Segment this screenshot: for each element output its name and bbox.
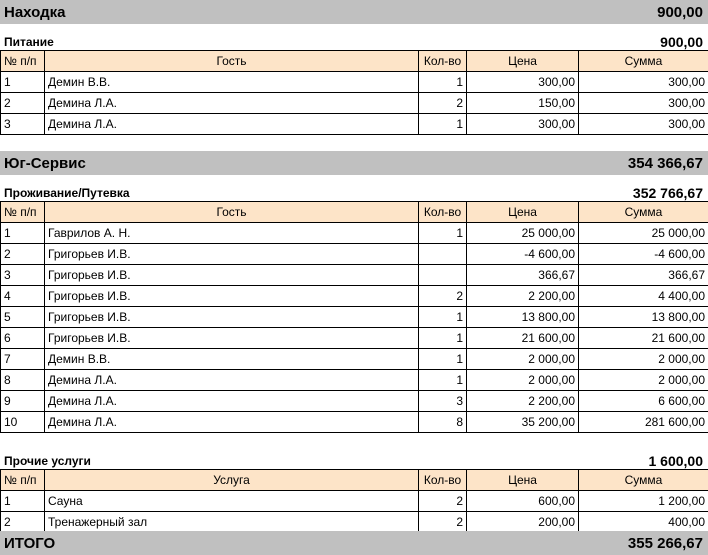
quantity: 1 <box>419 349 467 370</box>
row-number: 10 <box>1 412 45 433</box>
row-number: 5 <box>1 307 45 328</box>
amount: 4 400,00 <box>579 286 708 307</box>
quantity: 1 <box>419 370 467 391</box>
table-row <box>1 223 708 244</box>
guest-name: Демин В.В. <box>45 72 419 93</box>
row-number: 6 <box>1 328 45 349</box>
column-header-guest: Гость <box>45 51 419 72</box>
amount: -4 600,00 <box>579 244 708 265</box>
column-header-sum: Сумма <box>579 470 708 491</box>
quantity: 2 <box>419 93 467 114</box>
table-row <box>1 512 708 533</box>
group-name: Юг-Сервис <box>4 154 86 172</box>
column-header-price: Цена <box>467 202 579 223</box>
price: 13 800,00 <box>467 307 579 328</box>
table-row <box>1 244 708 265</box>
amount: 13 800,00 <box>579 307 708 328</box>
section-title: Прочие услуги <box>4 454 91 468</box>
column-header-qty: Кол-во <box>419 470 467 491</box>
quantity: 1 <box>419 223 467 244</box>
column-header-price: Цена <box>467 470 579 491</box>
group-spacer <box>0 135 708 151</box>
row-number: 4 <box>1 286 45 307</box>
group-total: 900,00 <box>657 3 703 21</box>
quantity: 1 <box>419 72 467 93</box>
column-header-num: № п/п <box>1 470 45 491</box>
column-header-num: № п/п <box>1 51 45 72</box>
section-header <box>0 433 708 469</box>
amount: 300,00 <box>579 72 708 93</box>
row-number: 3 <box>1 114 45 135</box>
quantity: 2 <box>419 286 467 307</box>
amount: 300,00 <box>579 93 708 114</box>
guest-name: Демина Л.А. <box>45 391 419 412</box>
quantity <box>419 265 467 286</box>
guest-name: Демина Л.А. <box>45 412 419 433</box>
row-number: 1 <box>1 491 45 512</box>
section-total: 352 766,67 <box>632 185 703 201</box>
column-header-service: Услуга <box>45 470 419 491</box>
row-number: 1 <box>1 72 45 93</box>
guest-name: Демина Л.А. <box>45 114 419 135</box>
amount: 2 000,00 <box>579 349 708 370</box>
price: 600,00 <box>467 491 579 512</box>
section-total: 900,00 <box>660 34 703 50</box>
group-header <box>0 151 708 175</box>
table-row <box>1 412 708 433</box>
amount: 1 200,00 <box>579 491 708 512</box>
guest-name: Гаврилов А. Н. <box>45 223 419 244</box>
row-number: 8 <box>1 370 45 391</box>
guest-name: Григорьев И.В. <box>45 307 419 328</box>
price: 366,67 <box>467 265 579 286</box>
amount: 6 600,00 <box>579 391 708 412</box>
quantity: 1 <box>419 307 467 328</box>
row-number: 2 <box>1 512 45 533</box>
section-total: 1 600,00 <box>648 453 703 469</box>
amount: 300,00 <box>579 114 708 135</box>
table-row <box>1 328 708 349</box>
row-number: 2 <box>1 244 45 265</box>
price: 21 600,00 <box>467 328 579 349</box>
column-header-qty: Кол-во <box>419 202 467 223</box>
price: 2 200,00 <box>467 286 579 307</box>
amount: 21 600,00 <box>579 328 708 349</box>
items-table <box>0 469 708 533</box>
table-row <box>1 491 708 512</box>
row-number: 1 <box>1 223 45 244</box>
table-header-row <box>1 51 708 72</box>
table-row <box>1 93 708 114</box>
price: 300,00 <box>467 72 579 93</box>
section-title: Проживание/Путевка <box>4 186 130 200</box>
section-header <box>0 24 708 50</box>
grand-total-label: ИТОГО <box>4 534 56 552</box>
table-row <box>1 286 708 307</box>
group-name: Находка <box>4 3 66 21</box>
price: 300,00 <box>467 114 579 135</box>
grand-total-value: 355 266,67 <box>627 534 703 552</box>
row-number: 2 <box>1 93 45 114</box>
column-header-sum: Сумма <box>579 51 708 72</box>
quantity: 3 <box>419 391 467 412</box>
guest-name: Григорьев И.В. <box>45 328 419 349</box>
price: -4 600,00 <box>467 244 579 265</box>
price: 2 200,00 <box>467 391 579 412</box>
table-row <box>1 265 708 286</box>
quantity: 8 <box>419 412 467 433</box>
row-number: 9 <box>1 391 45 412</box>
amount: 281 600,00 <box>579 412 708 433</box>
column-header-num: № п/п <box>1 202 45 223</box>
guest-name: Григорьев И.В. <box>45 265 419 286</box>
grand-total-bar <box>0 531 708 555</box>
guest-name: Григорьев И.В. <box>45 244 419 265</box>
row-number: 3 <box>1 265 45 286</box>
table-row <box>1 349 708 370</box>
amount: 366,67 <box>579 265 708 286</box>
table-row <box>1 370 708 391</box>
service-name: Тренажерный зал <box>45 512 419 533</box>
table-header-row <box>1 470 708 491</box>
table-row <box>1 307 708 328</box>
group-header <box>0 0 708 24</box>
price: 25 000,00 <box>467 223 579 244</box>
amount: 400,00 <box>579 512 708 533</box>
quantity: 1 <box>419 328 467 349</box>
amount: 2 000,00 <box>579 370 708 391</box>
table-row <box>1 72 708 93</box>
column-header-guest: Гость <box>45 202 419 223</box>
table-header-row <box>1 202 708 223</box>
quantity <box>419 244 467 265</box>
price: 2 000,00 <box>467 349 579 370</box>
price: 2 000,00 <box>467 370 579 391</box>
column-header-qty: Кол-во <box>419 51 467 72</box>
row-number: 7 <box>1 349 45 370</box>
service-name: Сауна <box>45 491 419 512</box>
quantity: 2 <box>419 512 467 533</box>
section-title: Питание <box>4 35 54 49</box>
amount: 25 000,00 <box>579 223 708 244</box>
items-table <box>0 50 708 135</box>
price: 35 200,00 <box>467 412 579 433</box>
guest-name: Григорьев И.В. <box>45 286 419 307</box>
table-row <box>1 114 708 135</box>
guest-name: Демин В.В. <box>45 349 419 370</box>
table-row <box>1 391 708 412</box>
column-header-sum: Сумма <box>579 202 708 223</box>
column-header-price: Цена <box>467 51 579 72</box>
quantity: 2 <box>419 491 467 512</box>
guest-name: Демина Л.А. <box>45 93 419 114</box>
group-total: 354 366,67 <box>627 154 703 172</box>
guest-name: Демина Л.А. <box>45 370 419 391</box>
section-header <box>0 175 708 201</box>
quantity: 1 <box>419 114 467 135</box>
price: 200,00 <box>467 512 579 533</box>
items-table <box>0 201 708 433</box>
price: 150,00 <box>467 93 579 114</box>
